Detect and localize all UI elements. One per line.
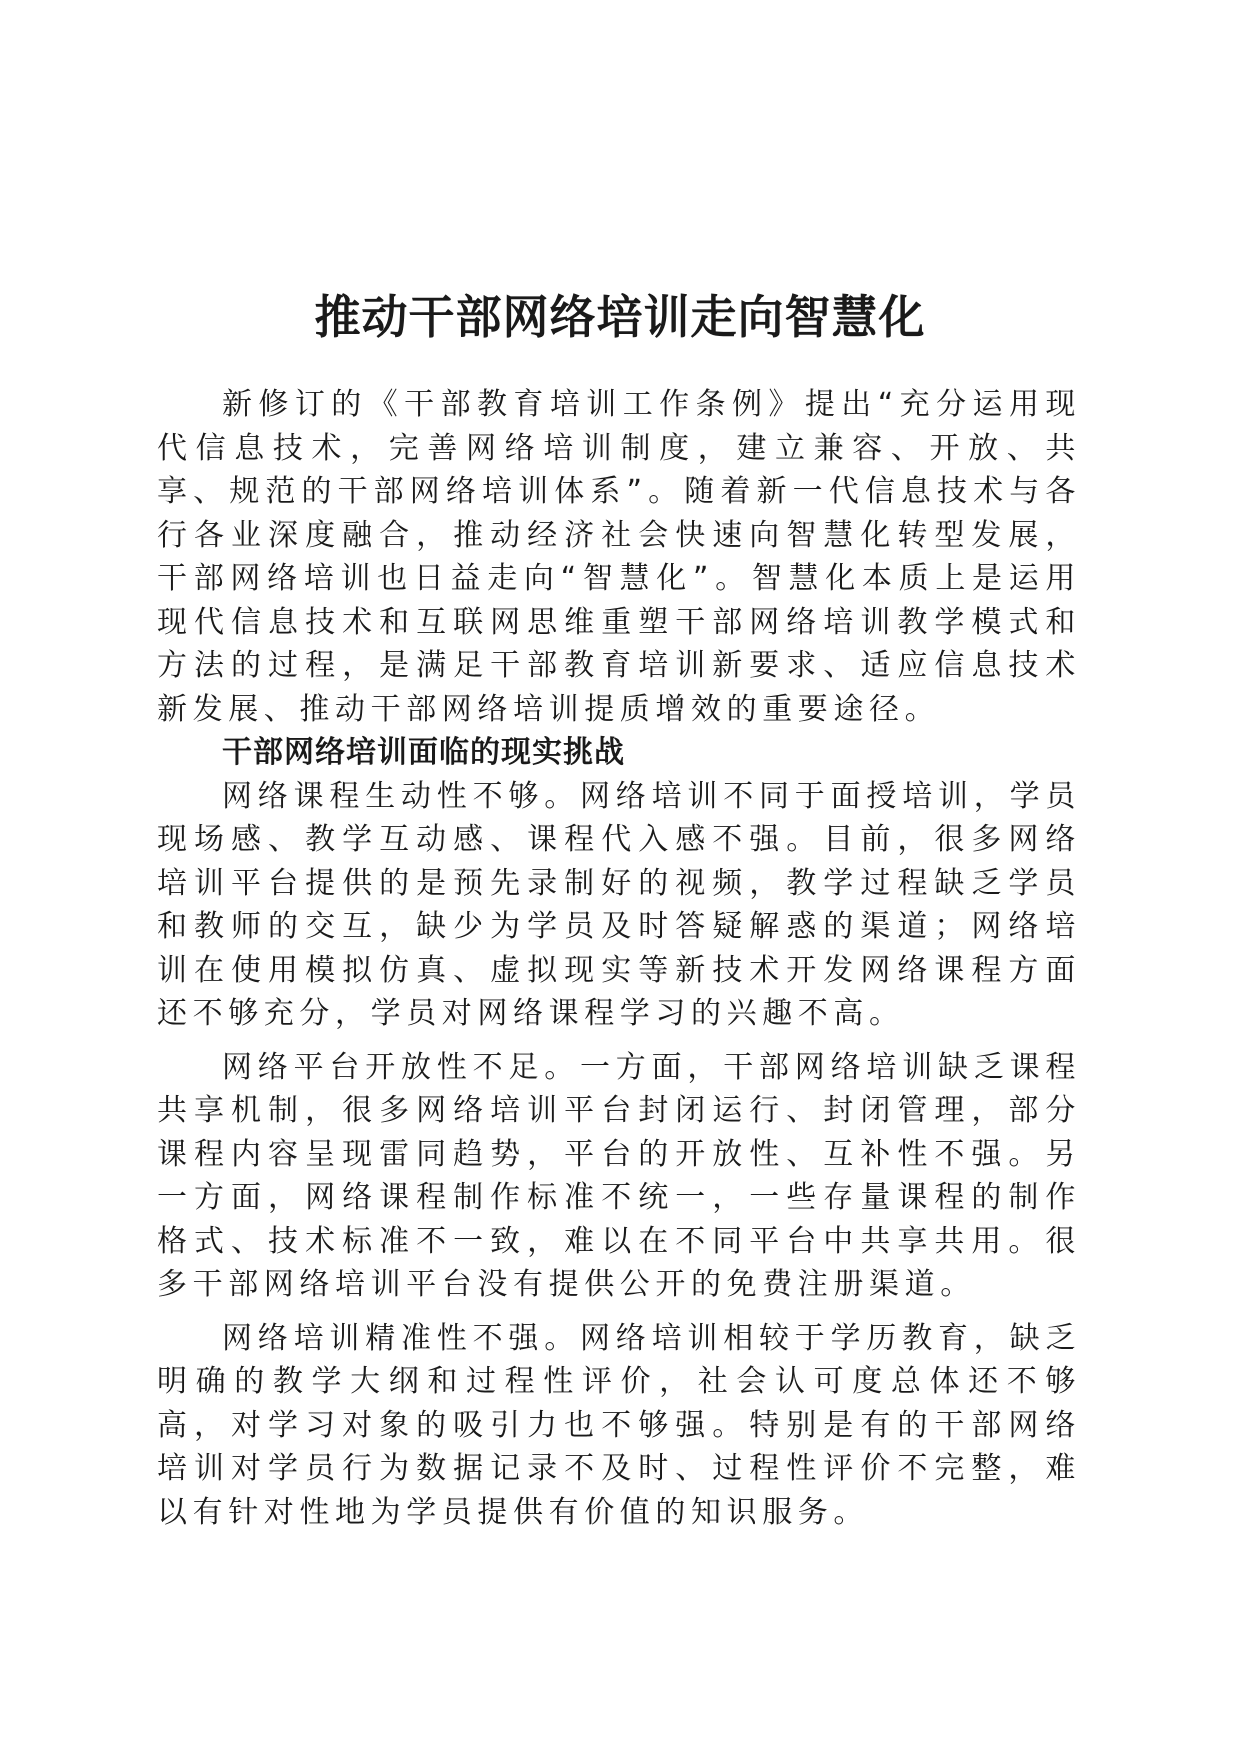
intro-paragraph: 新修订的《干部教育培训工作条例》提出“充分运用现代信息技术，完善网络培训制度，建立兼容、开放、共享、规范的干部网络培训体系”。随着新一代信息技术与各行各业深度融合，推动经济社会快速向智慧化转型发展，干部网络培训也日益走向“智慧化”。智慧化本质上是运用现代信息技术和互联网思维重塑干部网络培训教学模式和方法的过程，是满足干部教育培训新要求、适应信息技术新发展、推动干部网络培训提质增效的重要途径。 bbox=[157, 387, 1081, 727]
section-heading: 干部网络培训面临的现实挑战 bbox=[222, 735, 625, 770]
document-body bbox=[157, 383, 1081, 1534]
paragraph-training-precision: 网络培训精准性不强。网络培训相较于学历教育，缺乏明确的教学大纲和过程性评价，社会认可度总体还不够高，对学习对象的吸引力也不够强。特别是有的干部网络培训对学员行为数据记录不及时、过程性评价不完整，难以有针对性地为学员提供有价值的知识服务。 bbox=[157, 1320, 1081, 1530]
paragraph-course-engagement: 网络课程生动性不够。网络培训不同于面授培训，学员现场感、教学互动感、课程代入感不强。目前，很多网络培训平台提供的是预先录制好的视频，教学过程缺乏学员和教师的交互，缺少为学员及时答疑解惑的渠道；网络培训在使用模拟仿真、虚拟现实等新技术开发网络课程方面还不够充分，学员对网络课程学习的兴趣不高。 bbox=[157, 778, 1081, 1031]
document-title: 推动干部网络培训走向智慧化 bbox=[314, 289, 926, 344]
paragraph-platform-openness: 网络平台开放性不足。一方面，干部网络培训缺乏课程共享机制，很多网络培训平台封闭运行、封闭管理，部分课程内容呈现雷同趋势，平台的开放性、互补性不强。另一方面，网络课程制作标准不统一，一些存量课程的制作格式、技术标准不一致，难以在不同平台中共享共用。很多干部网络培训平台没有提供公开的免费注册渠道。 bbox=[157, 1049, 1081, 1302]
